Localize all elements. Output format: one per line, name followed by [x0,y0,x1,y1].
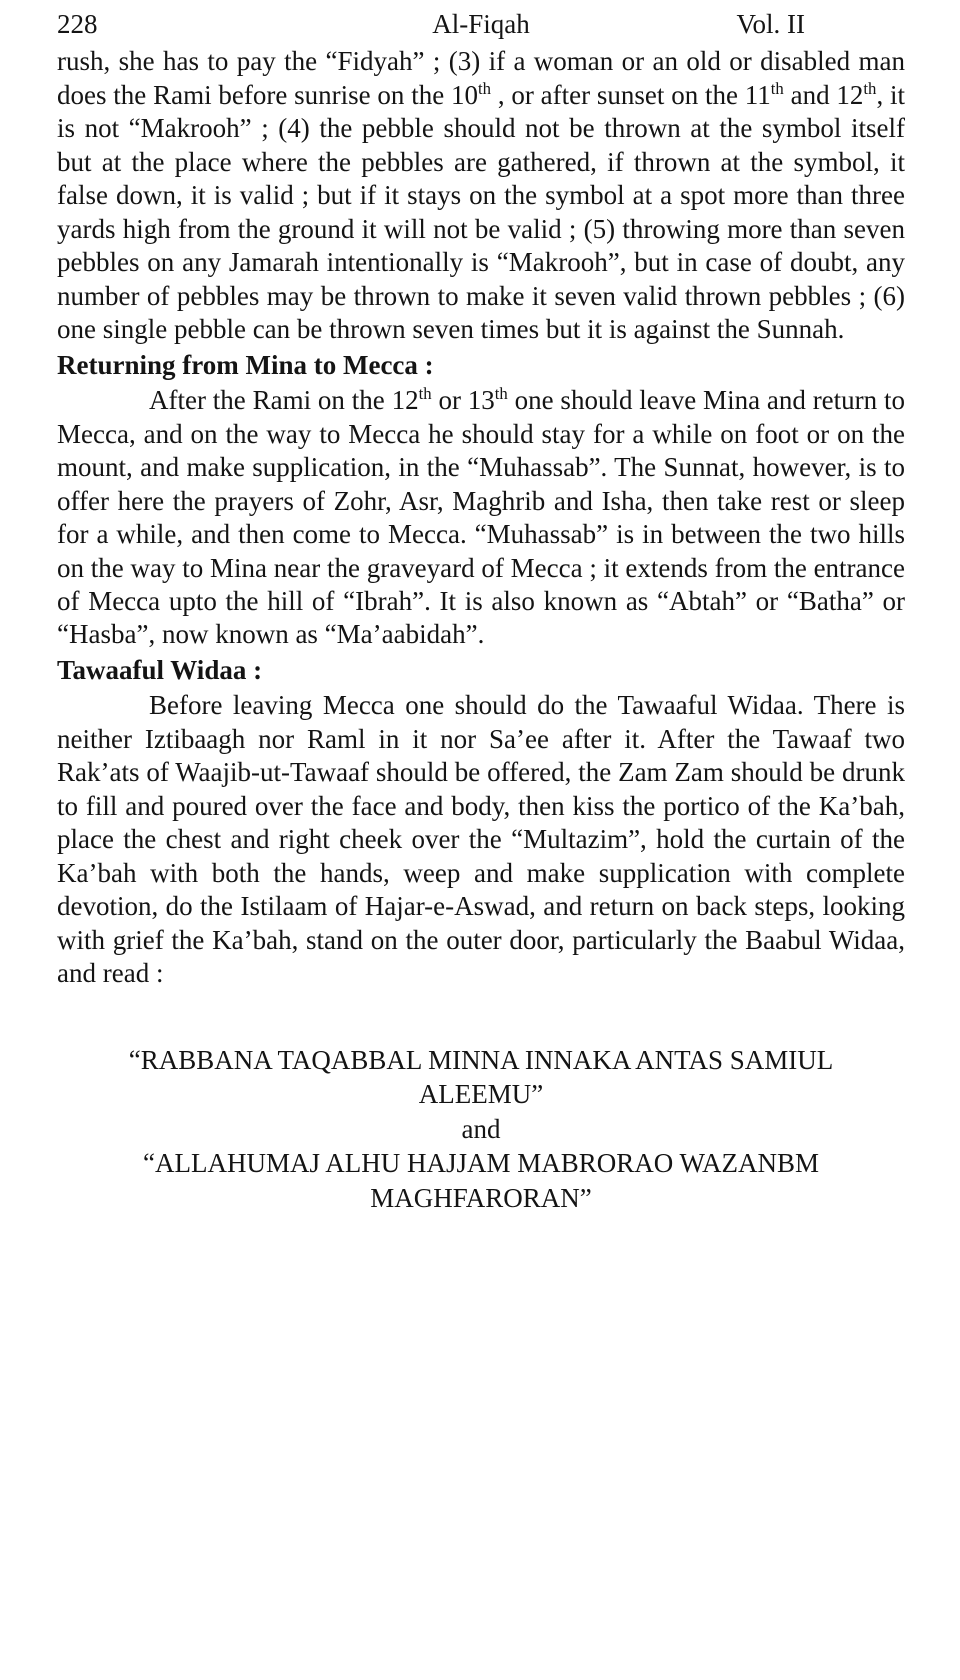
text-run: , or after sunset on the 11 [491,79,771,110]
supplication-connector: and [461,1113,501,1144]
superscript-ordinal: th [418,384,432,404]
text-run: , it is not “Makrooh” ; (4) the pebble should not be thrown at the symbol itself but at the place where the pebbles are gathered, if thrown at the symbol, it false down, it is valid ; but if it stays on the symbol at a spot more than three yards high from the ground it will not be valid ; (5) throwing more than seven pebbles on any Jamarah intentionally is “Makrooh”, but in case of doubt, any number of pebbles may be thrown to make it seven valid thrown pebbles ; (6) one single pebble can be thrown seven times but it is against the Sunnah. [57,79,905,345]
text-run: one should leave Mina and return to Mecca, and on the way to Mecca he should stay for a while on foot or on the mount, and make supplication, in the “Muhassab”. The Sunnat, however, is to offer here the prayers of Zohr, Asr, Maghrib and Isha, then take rest or sleep for a while, and then come to Mecca. “Muhassab” is in between the two hills on the way to Mina near the graveyard of Mecca ; it extends from the entrance of Mecca upto the hill of “Ibrah”. It is also known as “Abtah” or “Batha” or “Hasba”, now known as “Ma’aabidah”. [57,385,905,650]
supplication-block [57,1043,905,1216]
section-heading-tawaaful-widaa: Tawaaful Widaa : [57,654,263,685]
text-run: After the Rami on the 12 [149,385,419,416]
page-header [57,8,905,41]
paragraph-tawaaful-widaa: Before leaving Mecca one should do the Tawaaful Widaa. There is neither Iztibaagh nor Raml in it nor Sa’ee after it. After the Tawaaf two Rak’ats of Waajib-ut-Tawaaf should be offered, the Zam Zam should be drunk to fill and poured over the face and body, then kiss the portico of the Ka’bah, place the chest and right cheek over the “Multazim”, hold the curtain of the Ka’bah with both the hands, weep and make supplication with complete devotion, do the Istilaam of Hajar-e-Aswad, and return on back steps, looking with grief the Ka’bah, stand on the outer door, particularly the Baabul Widaa, and read : [57,690,905,989]
text-run: or 13 [431,385,495,416]
superscript-ordinal: th [770,78,784,98]
section-heading-returning-from-mina: Returning from Mina to Mecca : [57,349,434,380]
superscript-ordinal: th [477,78,492,98]
book-title: Al-Fiqah [432,9,530,39]
page-number: 228 [57,9,98,39]
superscript-ordinal: th [863,78,877,98]
supplication-line-2: “ALLAHUMAJ ALHU HAJJAM MABRORAO WAZANBM MAGHFARORAN” [142,1148,820,1213]
paragraph-returning-from-mina [57,384,905,652]
volume-label: Vol. II [736,9,805,39]
text-run: and 12 [783,79,864,110]
paragraph-rami-rules [57,45,905,346]
text-run: rush, she has to pay the “Fidyah” ; (3) if a woman or an old or disabled man does the Rami before sunrise on the 10 [57,46,905,110]
superscript-ordinal: th [494,384,508,404]
supplication-line-1: “RABBANA TAQABBAL MINNA INNAKA ANTAS SAMIUL ALEEMU” [128,1044,834,1110]
